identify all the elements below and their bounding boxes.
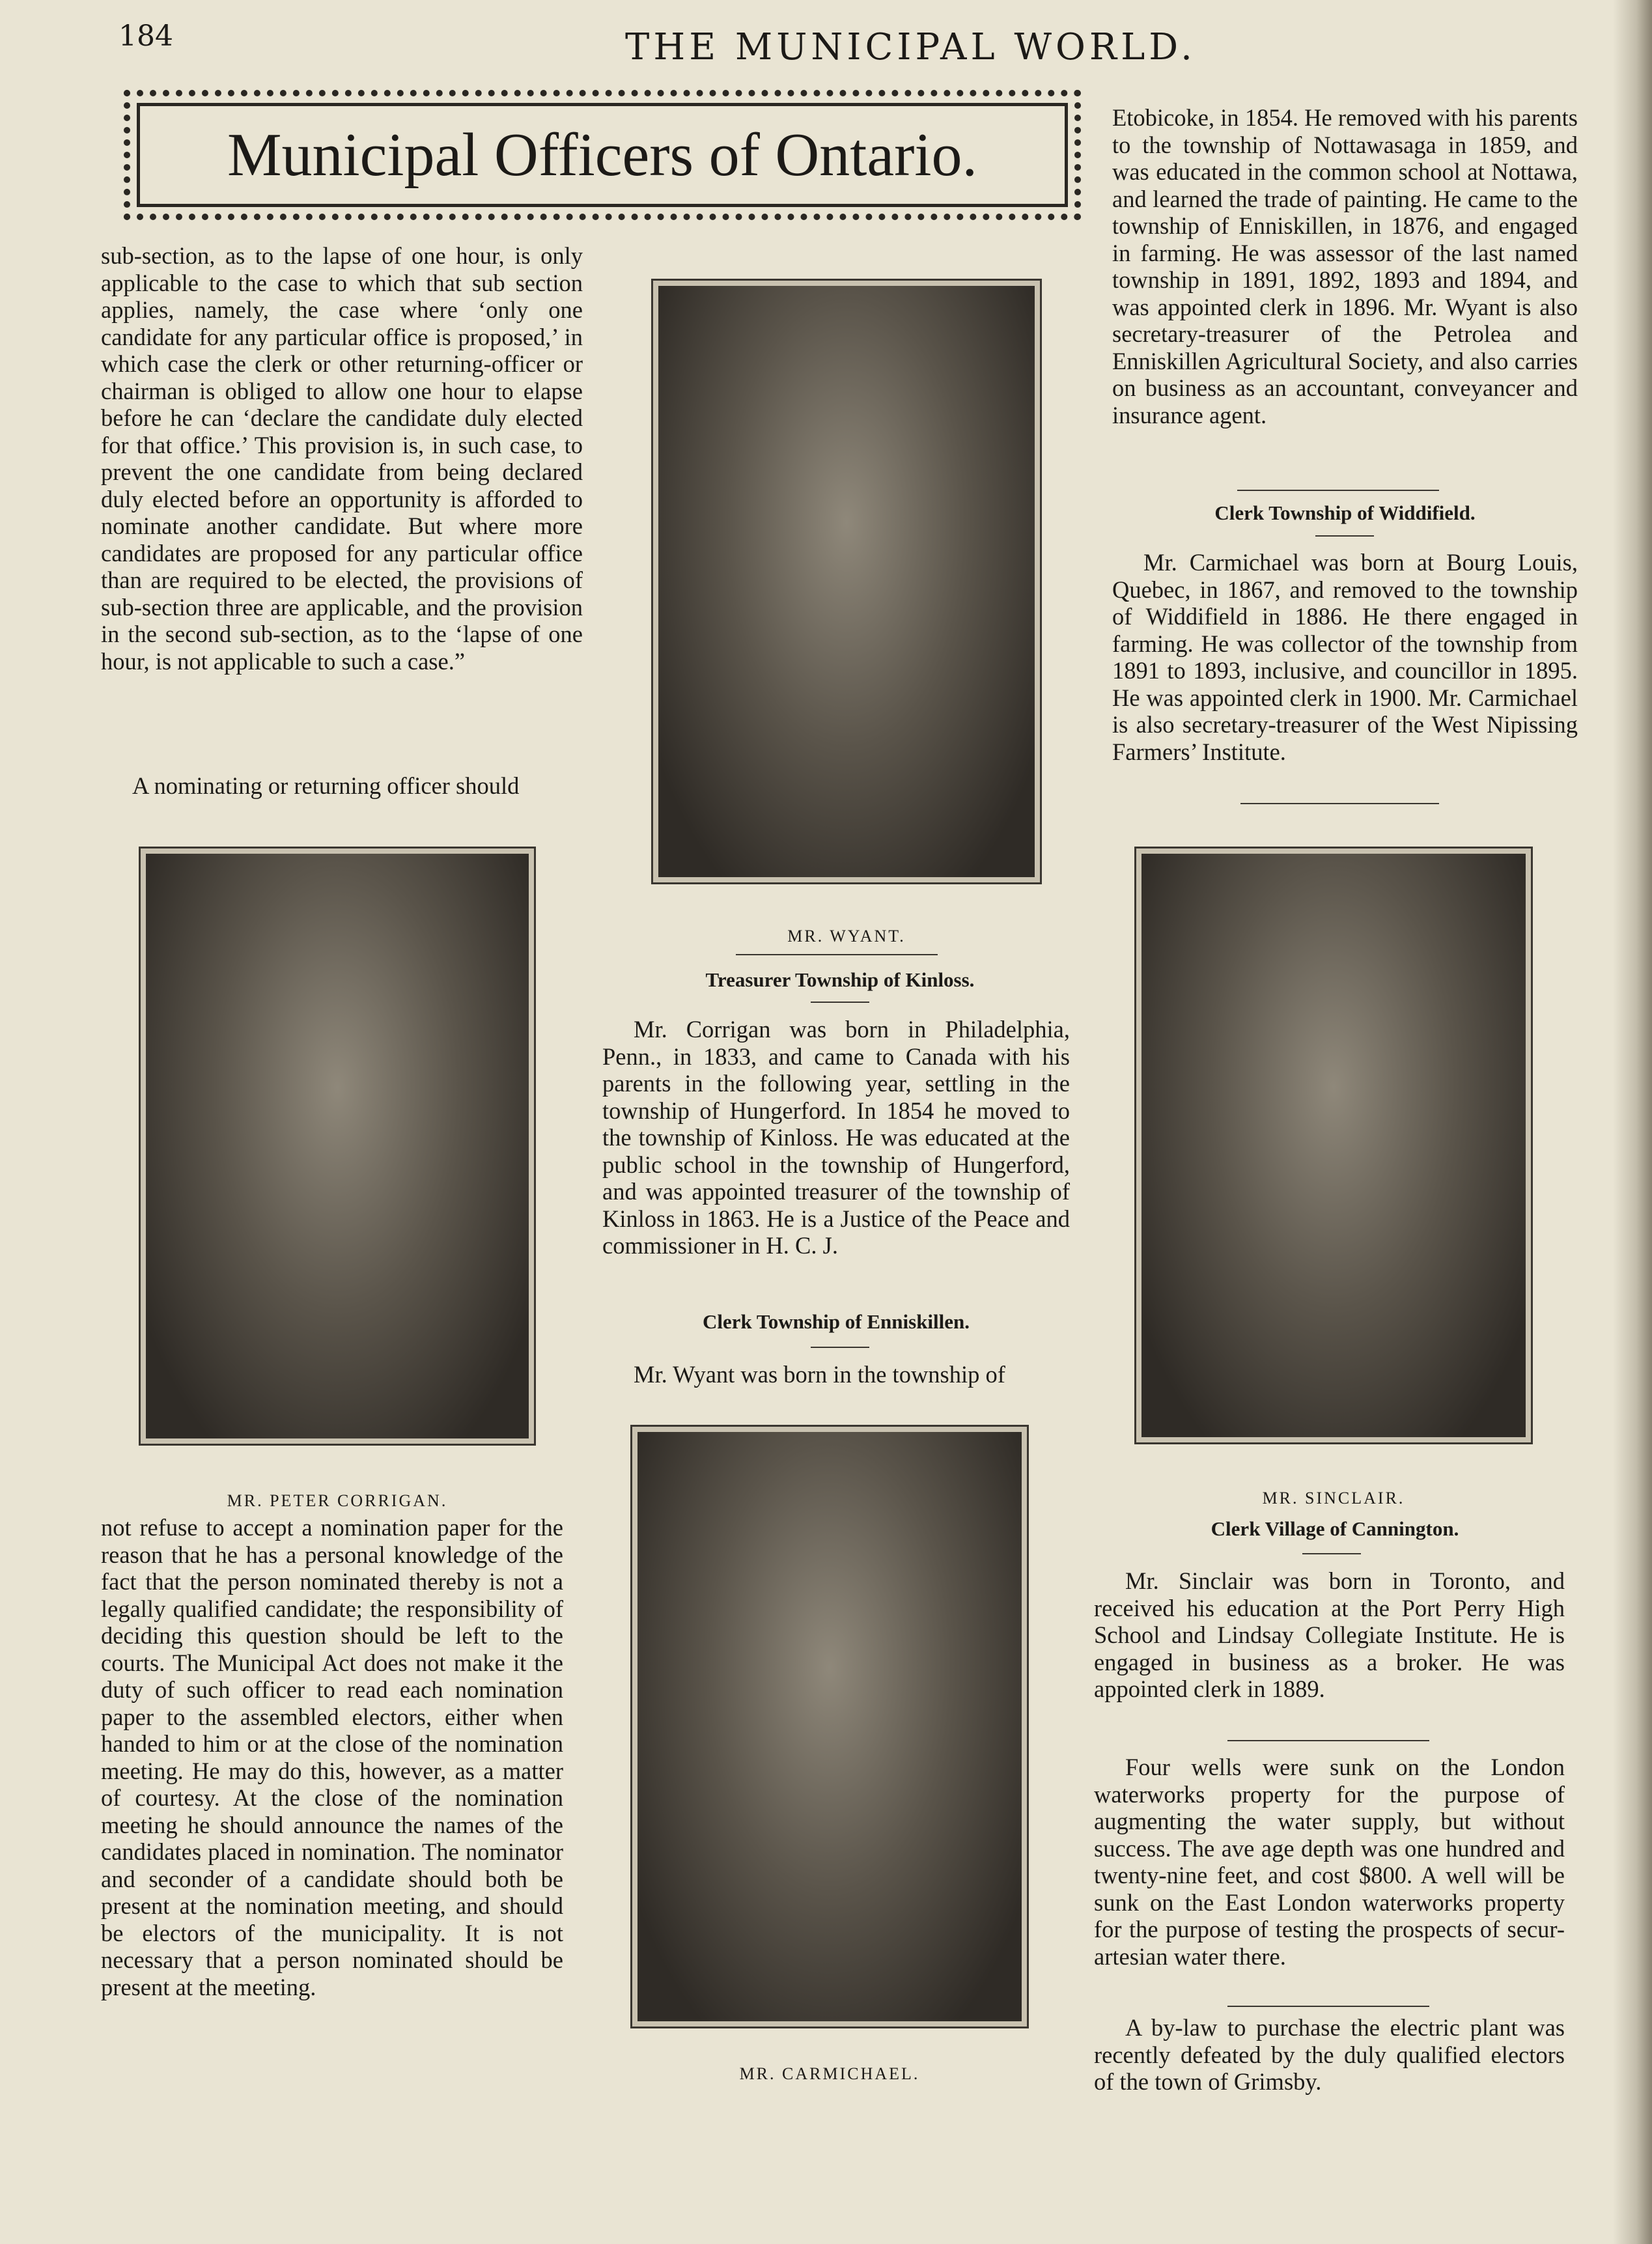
column3-paragraph-4: Four wells were sunk on the London waterworks property for the purpose of augmenting the water supply, but without success. The ave age depth was one hundred and twenty-nine feet, and cost $800. A well will be sunk on the East London waterworks property for the purpose of testing the prospects of secur-artesian water there. — [1094, 1754, 1565, 1970]
portrait-corrigan — [139, 847, 536, 1446]
divider — [1237, 490, 1439, 491]
column2-paragraph-2: Mr. Wyant was born in the township of — [634, 1361, 1005, 1388]
heading-widdifield: Clerk Township of Widdifield. — [1214, 501, 1476, 524]
divider — [1302, 1553, 1361, 1554]
column1-paragraph-1: sub-section, as to the lapse of one hour, is only applicable to the case to which that sub section applies, namely, the case where ‘only one candidate for any particular office is proposed,’ in which case the clerk or other returning-officer or chairman is obliged to allow one hour to elapse before he can ‘declare the candidate duly elected for that office.’ This provision is, in such case, to prevent the one candidate from being declared duly elected before an opportunity is afforded to nominate another candidate. But where more candidates are proposed for any particular office than are required to be elected, the provisions of sub-section three are applicable, and the provision in the second sub-section, as to the ‘lapse of one hour, is not applicable to such a case.” — [101, 242, 583, 675]
divider — [1315, 535, 1374, 537]
heading-enniskillen: Clerk Township of Enniskillen. — [702, 1310, 970, 1333]
portrait-carmichael — [630, 1425, 1029, 2028]
column1-paragraph-2: A nominating or returning officer should — [132, 772, 520, 799]
column3-paragraph-3: Mr. Sinclair was born in Toronto, and received his education at the Port Perry High School and Lindsay Collegiate Institute. He is engaged in business as a broker. He was appointed clerk in 1889. — [1094, 1567, 1565, 1702]
caption-carmichael: MR. CARMICHAEL. — [739, 2064, 920, 2083]
column2-paragraph-1: Mr. Corrigan was born in Philadelphia, Penn., in 1833, and came to Canada with his parents in the following year, settling in the township of Hungerford. In 1854 he moved to the township of Kinloss. He was educated at the public school in the township of Hungerford, and was appointed treasurer of the township of Kinloss in 1863. He is a Justice of the Peace and commissioner in H. C. J. — [602, 1016, 1070, 1259]
divider — [811, 1002, 869, 1003]
portrait-wyant — [651, 279, 1042, 884]
divider — [1227, 2006, 1429, 2007]
column3-paragraph-1: Etobicoke, in 1854. He removed with his parents to the township of Nottawasaga in 1859, and was educated in the common school at Nottawa, and learned the trade of painting. He came to the township of Enniskillen, in 1876, and engaged in farming. He was assessor of the last named township in 1891, 1892, 1893 and 1894, and was appointed clerk in 1896. Mr. Wyant is also secretary-treasurer of the Petrolea and Enniskillen Agricultural Society, and also carries on business as an accountant, conveyancer and insurance agent. — [1112, 104, 1578, 428]
heading-kinloss: Treasurer Township of Kinloss. — [705, 968, 975, 991]
heading-cannington: Clerk Village of Cannington. — [1211, 1517, 1459, 1540]
running-header: THE MUNICIPAL WORLD. — [625, 26, 1196, 68]
caption-wyant: MR. WYANT. — [787, 927, 906, 946]
caption-sinclair: MR. SINCLAIR. — [1262, 1489, 1405, 1508]
divider — [811, 1347, 869, 1348]
column3-paragraph-5: A by-law to purchase the electric plant was recently defeated by the duly qualified electors of the town of Grimsby. — [1094, 2014, 1565, 2095]
portrait-sinclair — [1134, 847, 1533, 1444]
column1-paragraph-3: not refuse to accept a nomination paper for the reason that he has a personal knowledge of the fact that the person nominated thereby is not a legally qualified candidate; the responsibility of deciding this question should be left to the courts. The Municipal Act does not make it the duty of such officer to read each nomination paper to the assembled electors, either when handed to him or at the close of the nomination meeting. He may do this, however, as a matter of courtesy. At the close of the nomination meeting he should announce the names of the candidates placed in nomination. The nominator and seconder of a candidate should both be present at the nomination meeting, and should be electors of the municipality. It is not necessary that a person nominated should be present at the meeting. — [101, 1514, 563, 2000]
divider — [736, 954, 938, 955]
caption-corrigan: MR. PETER CORRIGAN. — [227, 1491, 448, 1510]
divider — [1240, 803, 1439, 804]
title-banner — [124, 90, 1081, 220]
banner-title: Municipal Officers of Ontario. — [137, 103, 1068, 207]
page-number: 184 — [119, 20, 173, 53]
page-binding-shadow — [1613, 0, 1652, 2244]
column3-paragraph-2: Mr. Carmichael was born at Bourg Louis, Quebec, in 1867, and removed to the township of Widdifield in 1886. He there engaged in farming. He was collector of the township from 1891 to 1893, inclusive, and councillor in 1895. He was appointed clerk in 1900. Mr. Carmichael is also secretary-treasurer of the West Nipissing Farmers’ Institute. — [1112, 549, 1578, 765]
divider — [1227, 1740, 1429, 1741]
